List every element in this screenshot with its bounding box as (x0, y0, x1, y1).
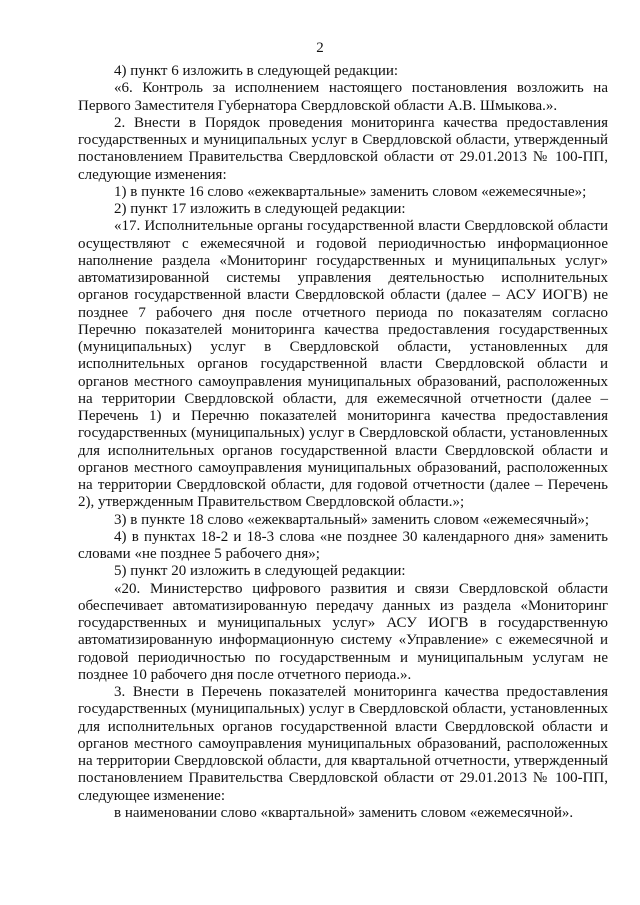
document-body (78, 63, 608, 822)
paragraph-change-2: 2) пункт 17 изложить в следующей редакции: (114, 201, 406, 217)
paragraph-item-6-text: «6. Контроль за исполнением настоящего постановления возложить на Первого Заместителя Губернатора Свердловской области А.В. Шмыкова.». (78, 80, 608, 114)
paragraph-change-4: 4) в пунктах 18-2 и 18-3 слова «не позднее 30 календарного дня» заменить словами «не позднее 5 рабочего дня»; (78, 528, 608, 562)
paragraph-change-3: 3) в пункте 18 слово «ежеквартальный» заменить словом «ежемесячный»; (114, 511, 590, 528)
paragraph-change-5: 5) пункт 20 изложить в следующей редакции: (114, 563, 406, 580)
page-number: 2 (316, 40, 324, 56)
paragraph-item-20-text: «20. Министерство цифрового развития и связи Свердловской области обеспечивает автоматизированную передачу данных из раздела «Мониторинг государственных и муниципальных услуг» АСУ ИОГВ в государственную автоматизированную информационную систему «Управление» с ежемесячной и годовой периодичностью по государственным и муниципальным услугам не позднее 10 рабочего дня после отчетного периода.». (78, 580, 608, 683)
paragraph-change-1: 1) в пункте 16 слово «ежеквартальные» заменить словом «ежемесячные»; (114, 183, 587, 200)
paragraph-item-17-text: «17. Исполнительные органы государственной власти Свердловской области осуществляют с ежемесячной и годовой периодичностью информационное наполнение раздела «Мониторинг государственных и муниципальных услуг» автоматизированной системы управления деятельностью исполнительных органов государственной власти Свердловской области (далее – АСУ ИОГВ) не позднее 7 рабочего дня после отчетного периода по показателям согласно Перечню показателей мониторинга качества предоставления государственных (муниципальных) услуг в Свердловской области, установленных для исполнительных органов государственной власти Свердловской области и органов местного самоуправления муниципальных образований, расположенных на территории Свердловской области, для ежемесячной отчетности (далее – Перечень 1) и Перечню показателей мониторинга качества предоставления государственных (муниципальных) услуг в Свердловской области, установленных для исполнительных органов государственной власти Свердловской области и органов местного самоуправления муниципальных образований, расположенных на территории Свердловской области, для годовой отчетности (далее – Перечень 2), утвержденным Правительством Свердловской области.»; (78, 218, 608, 511)
paragraph-section-2: 2. Внести в Порядок проведения мониторинга качества предоставления государственных и муниципальных услуг в Свердловской области, утвержденный постановлением Правительства Свердловской области от 29.01.2013 № 100-ПП, следующие изменения: (78, 114, 608, 183)
paragraph-item-4-intro: 4) пункт 6 изложить в следующей редакции: (114, 63, 399, 79)
paragraph-final-change: в наименовании слово «квартальной» заменить словом «ежемесячной». (114, 804, 574, 821)
paragraph-section-3: 3. Внести в Перечень показателей мониторинга качества предоставления государственных (муниципальных) услуг в Свердловской области, установленных для исполнительных органов государственной власти Свердловской области и органов местного самоуправления муниципальных образований, расположенных на территории Свердловской области, для квартальной отчетности, утвержденный постановлением Правительства Свердловской области от 29.01.2013 № 100-ПП, следующее изменение: (78, 684, 608, 804)
